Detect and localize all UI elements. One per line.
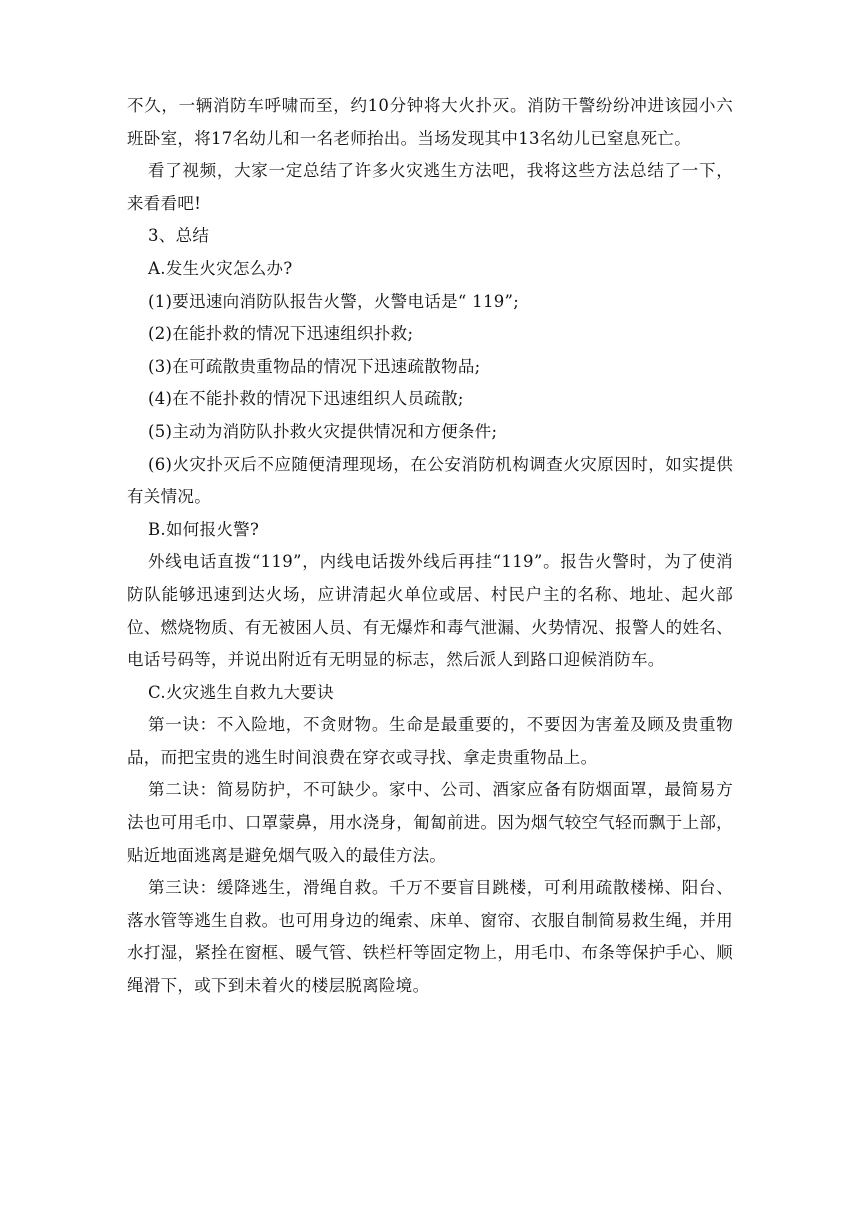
- subheading-nine-tips: C.火灾逃生自救九大要诀: [148, 682, 334, 702]
- list-item-3: (3)在可疏散贵重物品的情况下迅速疏散物品;: [148, 356, 481, 376]
- list-item-4: (4)在不能扑救的情况下迅速组织人员疏散;: [148, 389, 464, 409]
- subheading-report-alarm: B.如何报火警?: [148, 519, 260, 539]
- subheading-what-to-do: A.发生火灾怎么办?: [148, 258, 293, 278]
- list-item-2: (2)在能扑救的情况下迅速组织扑救;: [148, 324, 414, 344]
- paragraph-tip-2: 第二诀：简易防护，不可缺少。家中、公司、酒家应备有防烟面罩，最简易方法也可用毛巾、口罩蒙鼻，用水浇身，匍匐前进。因为烟气较空气轻而飘于上部，贴近地面逃离是避免烟气吸入的最佳方法。: [127, 780, 733, 865]
- paragraph-continuation: 不久，一辆消防车呼啸而至，约10分钟将大火扑灭。消防干警纷纷冲进该园小六班卧室，将17名幼儿和一名老师抬出。当场发现其中13名幼儿已窒息死亡。: [127, 96, 733, 148]
- section-heading-summary: 3、总结: [148, 226, 210, 246]
- paragraph-tip-1: 第一诀：不入险地，不贪财物。生命是最重要的，不要因为害羞及顾及贵重物品，而把宝贵的逃生时间浪费在穿衣或寻找、拿走贵重物品上。: [127, 715, 733, 767]
- paragraph-intro: 看了视频，大家一定总结了许多火灾逃生方法吧，我将这些方法总结了一下，来看看吧!: [127, 161, 733, 213]
- list-item-1: (1)要迅速向消防队报告火警，火警电话是“ 119”;: [148, 291, 520, 311]
- list-item-6: (6)火灾扑灭后不应随便清理现场，在公安消防机构调查火灾原因时，如实提供有关情况。: [127, 454, 733, 507]
- paragraph-report-alarm: 外线电话直拨“119”，内线电话拨外线后再挂“119”。报告火警时，为了使消防队能够迅速到达火场，应讲清起火单位或居、村民户主的名称、地址、起火部位、燃烧物质、有无被困人员、有无爆炸和毒气泄漏、火势情况、报警人的姓名、电话号码等，并说出附近有无明显的标志，然后派人到路口迎候消防车。: [127, 552, 733, 670]
- list-item-5: (5)主动为消防队扑救火灾提供情况和方便条件;: [148, 421, 498, 441]
- document-body: [127, 90, 733, 1003]
- paragraph-tip-3: 第三诀：缓降逃生，滑绳自救。千万不要盲目跳楼，可利用疏散楼梯、阳台、落水管等逃生自救。也可用身边的绳索、床单、窗帘、衣服自制简易救生绳，并用水打湿，紧拴在窗框、暖气管、铁栏杆等固定物上，用毛巾、布条等保护手心、顺绳滑下，或下到未着火的楼层脱离险境。: [127, 878, 733, 996]
